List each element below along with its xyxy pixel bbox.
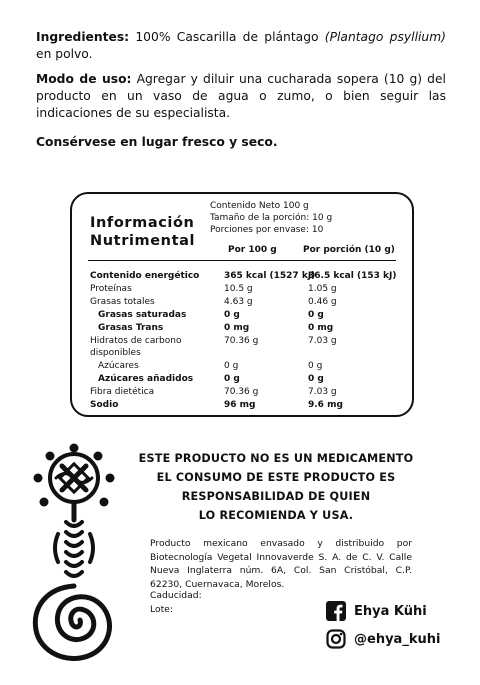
instagram-name: @ehya_kuhi [354,631,441,647]
nutrient-name: Azúcares [98,361,139,371]
value-per-100g: 365 kcal (1527 kJ) [224,271,316,281]
value-per-portion: 0 g [308,374,324,384]
usage-text: Agregar y diluir una cucharada sopera (10 g) del producto en un vaso de agua o zumo, o bien seguir las indicaciones de su especialista. [36,72,446,120]
value-per-portion: 7.03 g [308,387,337,397]
storage-note: Consérvese en lugar fresco y seco. [36,135,278,149]
value-per-100g: 10.5 g [224,284,253,294]
ingredients-label: Ingredientes: [36,30,130,44]
disclaimer-line: LO RECOMIENDA Y USA. [198,509,354,522]
expiry-label: Caducidad: [150,590,202,601]
ingredients-text: 100% Cascarilla de plántago [135,30,319,44]
header-divider [88,260,396,261]
usage-paragraph [36,71,446,122]
value-per-portion: 0 mg [308,323,334,333]
value-per-portion: 0 g [308,361,323,371]
value-per-100g: 0 g [224,310,240,320]
value-per-portion: 9.6 mg [308,400,343,410]
nutrient-name: Grasas Trans [98,323,164,333]
value-per-portion: 0.46 g [308,297,337,307]
nutrition-title: Información Nutrimental [90,215,196,249]
producer-info: Producto mexicano envasado y distribuido por Biotecnología Vegetal Innovaverde S. A. de C. V. Calle Nueva Inglaterra núm. 6A, Col. San Cristóbal, C.P. 62230, Cuernavaca, Morelos. [150,538,412,590]
nutrient-name: Grasas totales [90,297,155,307]
nutrient-name: Grasas saturadas [98,310,187,320]
nutrient-name: Hidratos de carbono disponibles [90,336,182,358]
nutrient-name: Proteínas [90,284,132,294]
column-header-per-portion: Por porción (10 g) [303,245,395,255]
value-per-100g: 70.36 g [224,387,259,397]
nutrient-name: Azúcares añadidos [98,374,194,384]
value-per-portion: 7.03 g [308,336,337,346]
nutrient-name: Contenido energético [90,271,200,281]
column-header-per-100g: Por 100 g [228,245,277,255]
usage-label: Modo de uso: [36,72,132,86]
value-per-100g: 0 mg [224,323,250,333]
knot-spiral-logo [26,438,122,670]
facebook-name: Ehya Kühi [354,603,427,619]
value-per-portion: 1.05 g [308,284,337,294]
disclaimer-line: EL CONSUMO DE ESTE PRODUCTO ES [156,471,396,484]
value-per-100g: 0 g [224,361,239,371]
nutrition-meta [210,200,332,236]
value-per-portion: 0 g [308,310,324,320]
instagram-icon [326,629,346,649]
portion-size: Tamaño de la porción: 10 g [210,213,333,223]
nutrient-name: Sodio [90,400,119,410]
nutrition-panel [70,192,414,417]
disclaimer-line: ESTE PRODUCTO NO ES UN MEDICAMENTO [138,452,414,465]
net-content: Contenido Neto 100 g [210,201,309,211]
medical-disclaimer [126,449,426,525]
instagram-handle [326,629,440,649]
facebook-icon [326,601,346,621]
value-per-100g: 0 g [224,374,240,384]
value-per-100g: 4.63 g [224,297,253,307]
ingredients-paragraph [36,29,446,63]
ingredients-text-end: en polvo. [36,47,93,61]
portions-per-package: Porciones por envase: 10 [210,225,324,235]
facebook-handle [326,601,427,621]
nutrient-name: Fibra dietética [90,387,155,397]
batch-label: Lote: [150,604,173,615]
value-per-100g: 96 mg [224,400,256,410]
value-per-100g: 70.36 g [224,336,259,346]
value-per-portion: 36.5 kcal (153 kJ) [308,271,397,281]
disclaimer-line: RESPONSABILIDAD DE QUIEN [181,490,371,503]
ingredients-scientific-name: (Plantago psyllium) [324,30,446,44]
